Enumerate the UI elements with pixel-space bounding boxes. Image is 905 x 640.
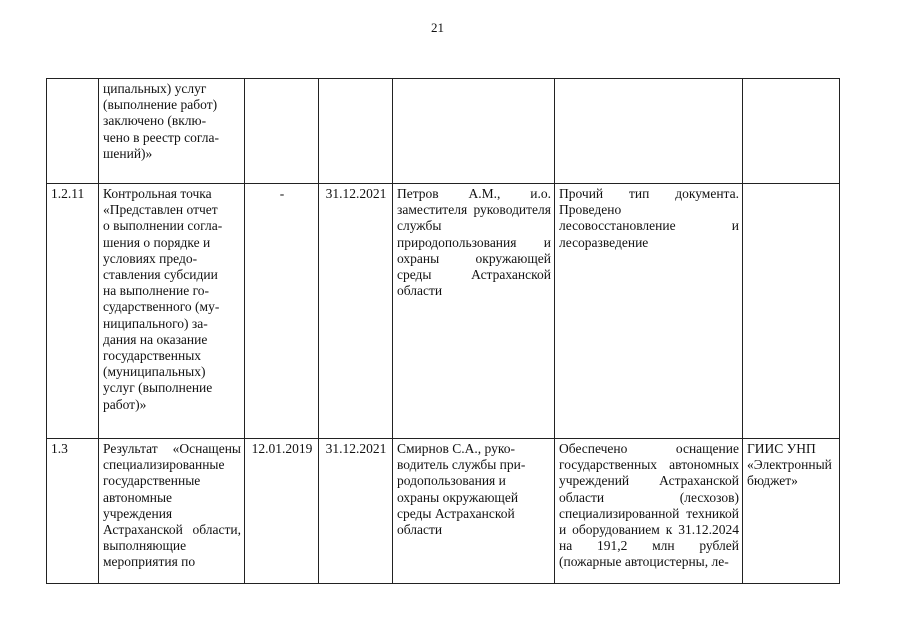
plan-table (46, 78, 840, 584)
row-description-cell: Прочий тип документа. Проведено лесовосстановление и лесоразведение (555, 184, 743, 439)
row-end-date-cell: 31.12.2021 (319, 439, 393, 584)
row-number-cell: 1.3 (47, 439, 99, 584)
table-row (47, 439, 840, 584)
row-system-cell (743, 184, 840, 439)
row-system-cell (743, 79, 840, 184)
page-number: 21 (431, 20, 444, 35)
row-end-date-cell (319, 79, 393, 184)
table-row (47, 79, 840, 184)
row-number-cell (47, 79, 99, 184)
row-description-cell (555, 79, 743, 184)
row-number-cell: 1.2.11 (47, 184, 99, 439)
row-description-cell: Обеспечено оснащение государственных автономных учреждений Астраханской области (лесхозов) специализированной техникой и оборудованием к 31.12.2024 на 191,2 млн рублей (пожарные автоцистерны, ле- (555, 439, 743, 584)
row-start-date-cell: 12.01.2019 (245, 439, 319, 584)
row-name-cell: Контрольная точка «Представлен отчет о выполнении согла- шения о порядке и условиях предо- ставления субсидии на выполнение го- сударственного (му- ниципального) за- дания на оказание государственных (муниципальных) услуг (выполнение работ)» (99, 184, 245, 439)
row-start-date-cell (245, 79, 319, 184)
row-responsible-cell: Петров А.М., и.о. заместителя руководителя службы природопользования и охраны окружающей среды Астраханской области (393, 184, 555, 439)
row-name-cell: ципальных) услуг (выполнение работ) заключено (вклю- чено в реестр согла- шений)» (99, 79, 245, 184)
table-row (47, 184, 840, 439)
row-responsible-cell (393, 79, 555, 184)
row-responsible-cell: Смирнов С.А., руко- водитель службы при- родопользования и охраны окружающей среды Астраханской области (393, 439, 555, 584)
row-system-cell: ГИИС УНП «Электронный бюджет» (743, 439, 840, 584)
row-start-date-cell: - (245, 184, 319, 439)
row-end-date-cell: 31.12.2021 (319, 184, 393, 439)
row-name-cell: Результат «Оснащены специализированные государственные автономные учреждения Астраханской области, выполняющие мероприятия по (99, 439, 245, 584)
